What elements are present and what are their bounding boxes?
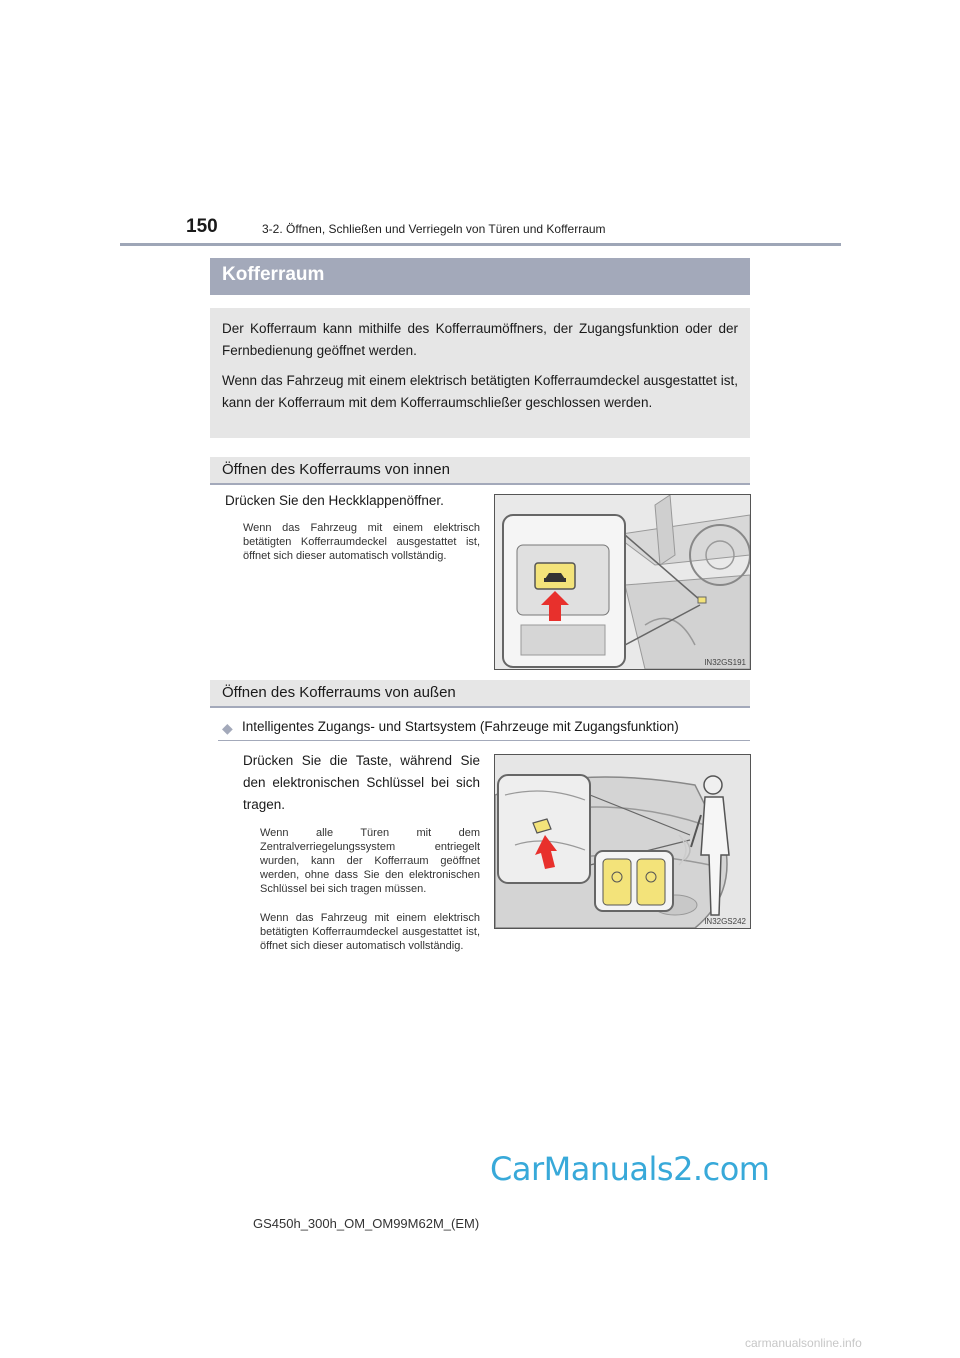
note-inside: Wenn das Fahrzeug mit einem elektrisch betätigten Kofferraumdeckel ausgestattet ist, öffnet sich dieser automatisch vollständig. <box>243 522 480 562</box>
figure-code-inside: IN32GS191 <box>704 658 746 667</box>
instruction-outside: Drücken Sie die Taste, während Sie den elektronischen Schlüssel bei sich tragen. <box>243 753 480 812</box>
diamond-icon: ◆ <box>222 720 233 736</box>
section-heading-inside-label: Öffnen des Kofferraums von innen <box>222 461 450 478</box>
section-title: 3-2. Öffnen, Schließen und Verriegeln von Türen und Kofferraum <box>262 222 606 236</box>
page-number: 150 <box>186 216 218 237</box>
note-outside-1: Wenn alle Türen mit dem Zentralverriegelungssystem entriegelt wurden, kann der Kofferraum geöffnet werden, ohne dass Sie den elektronischen Schlüssel bei sich tragen müssen. <box>260 827 480 895</box>
section-heading-outside <box>210 680 750 708</box>
title-bar <box>210 258 750 295</box>
figure-trunk-opener-outside <box>494 754 751 929</box>
page-title: Kofferraum <box>222 264 325 285</box>
header-rule <box>120 243 841 246</box>
section-heading-inside <box>210 457 750 485</box>
subheading-smart-entry <box>218 718 750 741</box>
manual-code: GS450h_300h_OM_OM99M62M_(EM) <box>253 1216 480 1231</box>
note-outside-2: Wenn das Fahrzeug mit einem elektrisch betätigten Kofferraumdeckel ausgestattet ist, öffnet sich dieser automatisch vollständig. <box>260 912 480 952</box>
watermark-text: carmanualsonline.info <box>745 1336 862 1350</box>
trunk-exterior-illustration <box>495 755 750 928</box>
intro-paragraph-2: Wenn das Fahrzeug mit einem elektrisch betätigten Kofferraumdeckel ausgestattet ist, kann der Kofferraum mit dem Kofferraumschließer geschlossen werden. <box>222 373 738 410</box>
watermark-logo: CarManuals2.com <box>490 1150 770 1188</box>
subheading-smart-entry-label: Intelligentes Zugangs- und Startsystem (Fahrzeuge mit Zugangsfunktion) <box>242 719 679 734</box>
intro-box <box>210 308 750 438</box>
figure-code-outside: IN32GS242 <box>704 917 746 926</box>
dashboard-illustration <box>495 495 750 669</box>
intro-paragraph-1: Der Kofferraum kann mithilfe des Kofferraumöffners, der Zugangsfunktion oder der Fernbedienung geöffnet werden. <box>222 321 738 358</box>
section-heading-outside-label: Öffnen des Kofferraums von außen <box>222 684 456 701</box>
instruction-inside: Drücken Sie den Heckklappenöffner. <box>225 493 444 508</box>
figure-trunk-opener-inside <box>494 494 751 670</box>
